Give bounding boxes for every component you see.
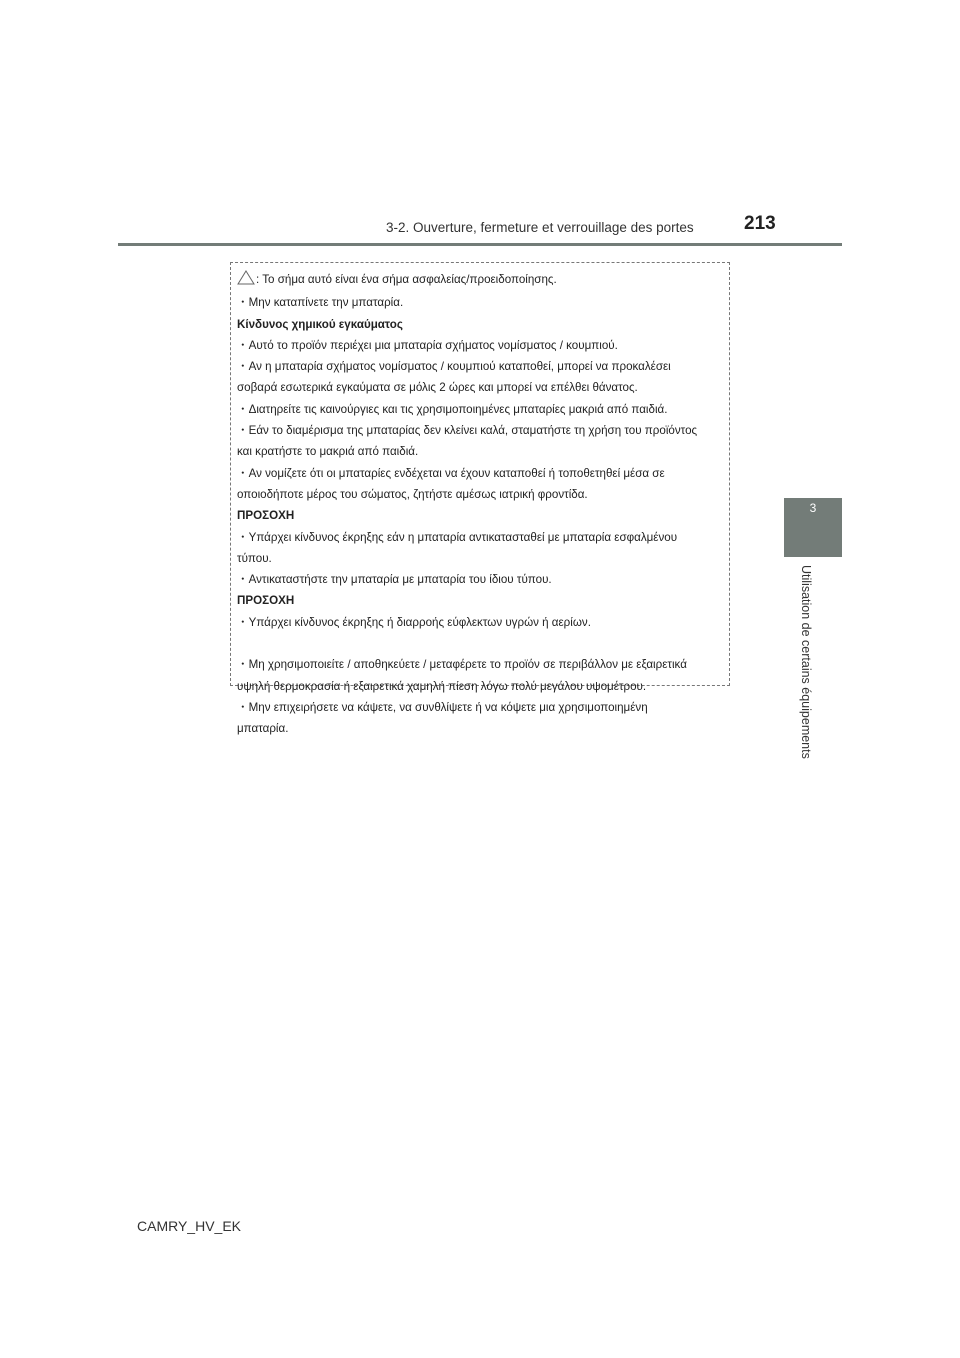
- battery-warning-box: [230, 262, 730, 736]
- notice-line: και κρατήστε το μακριά από παιδιά.: [237, 445, 419, 459]
- notice-line: ・Αν η μπαταρία σχήματος νομίσματος / κουμπιού καταποθεί, μπορεί να προκαλέσει: [237, 360, 671, 374]
- notice-line: ・Αντικαταστήστε την μπαταρία με μπαταρία του ίδιου τύπου.: [237, 573, 552, 587]
- notice-line: ・Μην καταπίνετε την μπαταρία.: [237, 296, 404, 310]
- notice-spacer: [237, 633, 723, 654]
- notice-line: ・Μη χρησιμοποιείτε / αποθηκεύετε / μεταφέρετε το προϊόν σε περιβάλλον με εξαιρετικά: [237, 658, 687, 672]
- notice-line: : Το σήμα αυτό είναι ένα σήμα ασφαλείας/προειδοποίησης.: [237, 269, 723, 292]
- notice-line: ・Μην επιχειρήσετε να κάψετε, να συνθλίψετε ή να κόψετε μια χρησιμοποιημένη: [237, 700, 648, 714]
- notice-heading: ΠΡΟΣΟΧΗ: [237, 594, 295, 608]
- notice-line: υψηλή θερμοκρασία ή εξαιρετικά χαμηλή πίεση λόγω πολύ μεγάλου υψομέτρου.: [237, 679, 647, 693]
- notice-line: οποιοδήποτε μέρος του σώματος, ζητήστε αμέσως ιατρική φροντίδα.: [237, 487, 588, 501]
- chapter-title-vertical: [780, 565, 813, 765]
- notice-line: ・Υπάρχει κίνδυνος έκρηξης ή διαρροής εύφλεκτων υγρών ή αερίων.: [237, 615, 591, 629]
- notice-line: μπαταρία.: [237, 722, 289, 736]
- chapter-title: Utilisation de certains équipements: [799, 565, 813, 759]
- notice-line: ・Εάν το διαμέρισμα της μπαταρίας δεν κλείνει καλά, σταματήστε τη χρήση του προϊόντος: [237, 424, 698, 438]
- chapter-tab: [784, 498, 842, 557]
- notice-line: σοβαρά εσωτερικά εγκαύματα σε μόλις 2 ώρες και μπορεί να επέλθει θάνατος.: [237, 381, 638, 395]
- notice-line: ・Αυτό το προϊόν περιέχει μια μπαταρία σχήματος νομίσματος / κουμπιού.: [237, 338, 618, 352]
- notice-heading: Κίνδυνος χημικού εγκαύματος: [237, 317, 403, 331]
- notice-line: ・Αν νομίζετε ότι οι μπαταρίες ενδέχεται να έχουν καταποθεί ή τοποθετηθεί μέσα σε: [237, 466, 665, 480]
- header-divider: [118, 243, 842, 246]
- notice-line: ・Υπάρχει κίνδυνος έκρηξης εάν η μπαταρία αντικατασταθεί με μπαταρία εσφαλμένου: [237, 530, 678, 544]
- notice-line: ・Διατηρείτε τις καινούργιες και τις χρησιμοποιημένες μπαταρίες μακριά από παιδιά.: [237, 402, 668, 416]
- chapter-number: 3: [809, 501, 817, 515]
- section-title: 3-2. Ouverture, fermeture et verrouillage des portes: [386, 220, 694, 235]
- warning-triangle-icon: [237, 270, 255, 292]
- notice-line: τύπου.: [237, 551, 272, 565]
- model-code: CAMRY_HV_EK: [137, 1218, 242, 1234]
- page-number: 213: [744, 213, 776, 234]
- notice-heading: ΠΡΟΣΟΧΗ: [237, 509, 295, 523]
